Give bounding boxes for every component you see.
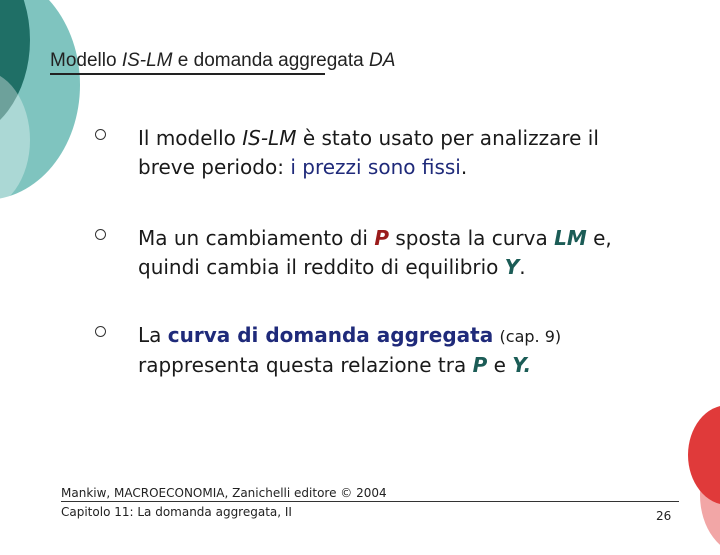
bullet-circle-icon — [95, 129, 106, 140]
bullet-circle-icon — [95, 229, 106, 240]
footer-chapter: Capitolo 11: La domanda aggregata, II — [61, 505, 292, 519]
bullet-circle-icon — [95, 326, 106, 337]
slide-title: Modello IS-LM e domanda aggregata DA — [50, 50, 396, 71]
decor-red-circle — [688, 405, 720, 505]
footer-divider — [61, 501, 679, 502]
page-number: 26 — [656, 509, 672, 523]
bullet-text-2: Ma un cambiamento di P sposta la curva LM e, quindi cambia il reddito di equilibrio Y. — [138, 226, 612, 279]
footer-citation: Mankiw, MACROECONOMIA, Zanichelli editore © 2004 — [61, 486, 387, 500]
bullet-text-3: La curva di domanda aggregata (cap. 9) rappresenta questa relazione tra P e Y. — [138, 323, 562, 377]
bullet-text-1: Il modello IS-LM è stato usato per analizzare il breve periodo: i prezzi sono fissi. — [138, 126, 599, 179]
title-underline — [50, 73, 325, 75]
